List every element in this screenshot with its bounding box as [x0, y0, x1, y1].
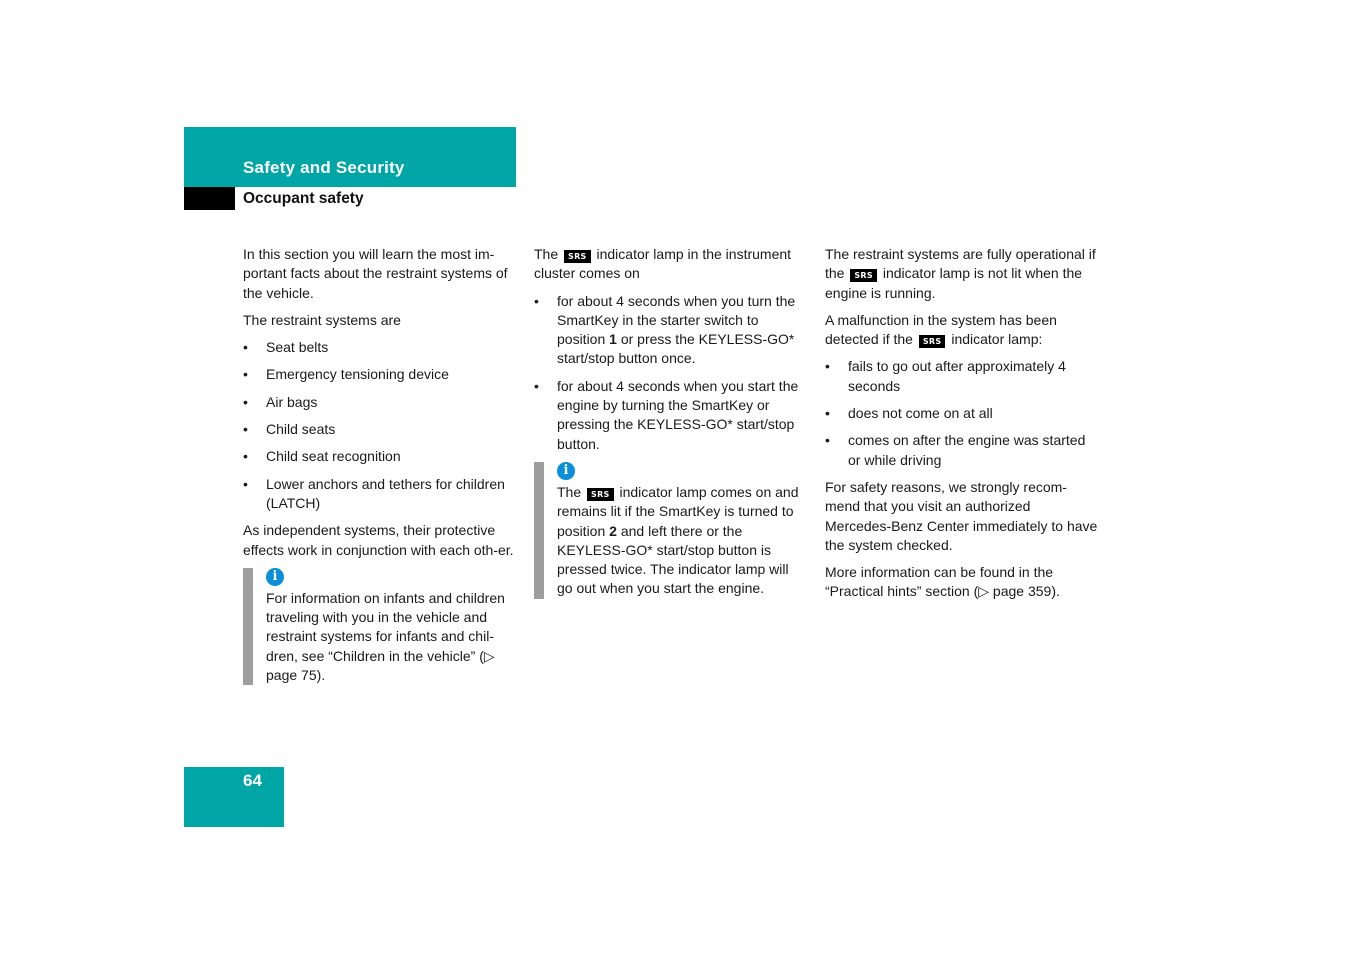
list-item: • Emergency tensioning device: [243, 365, 518, 384]
list-item: • Seat belts: [243, 338, 518, 357]
text-fragment: or press the KEYLESS-GO* start/stop button once.: [557, 331, 795, 367]
text-fragment: indicator lamp:: [951, 331, 1043, 348]
lamp-conditions-list: [534, 292, 808, 454]
lamp-paragraph: [534, 245, 808, 284]
srs-badge-icon: SRS: [919, 335, 946, 348]
malfunction-paragraph: [825, 311, 1100, 350]
note-bar: [534, 462, 544, 599]
text-fragment: indicator lamp is not lit when the engine is running.: [825, 265, 1083, 301]
text-fragment: and left there or the KEYLESS-GO* start/stop button is pressed twice. The indicator lamp will go out when you start the engine.: [557, 522, 789, 597]
text-fragment: for about 4 seconds when you turn the SmartKey in the starter switch to position: [557, 292, 796, 348]
intro-paragraph: In this section you will learn the most im-portant facts about the restraint systems of the vehicle.: [243, 246, 508, 301]
note-text: [266, 589, 518, 685]
note-text: [557, 483, 808, 599]
text-fragment: indicator lamp comes on and remains lit if the SmartKey is turned to position: [557, 483, 799, 539]
section-header-bar: [184, 127, 516, 187]
column-3: [825, 245, 1100, 610]
restraint-list-intro: The restraint systems are: [243, 311, 401, 328]
list-item: • for about 4 seconds when you start the engine by turning the SmartKey or pressing the KEYLESS-GO* start/stop button.: [534, 377, 808, 454]
independent-systems-paragraph: As independent systems, their protective effects work in conjunction with each oth-er.: [243, 522, 514, 558]
more-info-paragraph[interactable]: More information can be found in the “Practical hints” section (▷ page 359).: [825, 564, 1060, 600]
list-item: • Child seats: [243, 420, 518, 439]
section-title: Safety and Security: [243, 158, 405, 177]
restraint-systems-list: [243, 338, 518, 513]
subsection-title: Occupant safety: [243, 190, 364, 207]
position-number: 1: [609, 331, 617, 348]
subsection-marker: [184, 187, 235, 210]
text-fragment: A malfunction in the system has been detected if the: [825, 311, 1057, 348]
page-number: 64: [243, 771, 262, 790]
note-bar: [243, 568, 253, 685]
column-2: [534, 245, 808, 607]
info-note-lamp: [534, 462, 808, 599]
text-fragment: The: [534, 246, 559, 262]
text-fragment: The restraint systems are fully operational if the: [825, 246, 1096, 282]
position-number: 2: [609, 522, 617, 539]
list-item: • comes on after the engine was started or while driving: [825, 431, 1100, 470]
info-icon: i: [557, 462, 575, 480]
text-fragment: indicator lamp in the instrument cluster comes on: [534, 246, 792, 282]
list-item: • Air bags: [243, 393, 518, 412]
children-page-link[interactable]: For information on infants and children traveling with you in the vehicle and restraint systems for infants and chil-dren, see “Children in the vehicle” (▷ page 75).: [266, 589, 505, 684]
operational-paragraph: [825, 245, 1100, 303]
list-item: [534, 292, 808, 369]
srs-badge-icon: SRS: [850, 269, 877, 282]
malfunction-list: [825, 357, 1100, 469]
safety-paragraph: For safety reasons, we strongly recom-mend that you visit an authorized Mercedes-Benz Center immediately to have the system checked.: [825, 478, 1098, 553]
info-icon: i: [266, 568, 284, 586]
list-item: • Lower anchors and tethers for children (LATCH): [243, 475, 518, 514]
info-note-children: [243, 568, 518, 685]
list-item: • Child seat recognition: [243, 447, 518, 466]
srs-badge-icon: SRS: [564, 250, 591, 263]
list-item: • does not come on at all: [825, 404, 1100, 423]
page-number-box: [184, 767, 284, 827]
text-fragment: The: [557, 483, 582, 500]
srs-badge-icon: SRS: [587, 488, 614, 501]
list-item: • fails to go out after approximately 4 seconds: [825, 357, 1100, 396]
column-1: [243, 245, 518, 693]
